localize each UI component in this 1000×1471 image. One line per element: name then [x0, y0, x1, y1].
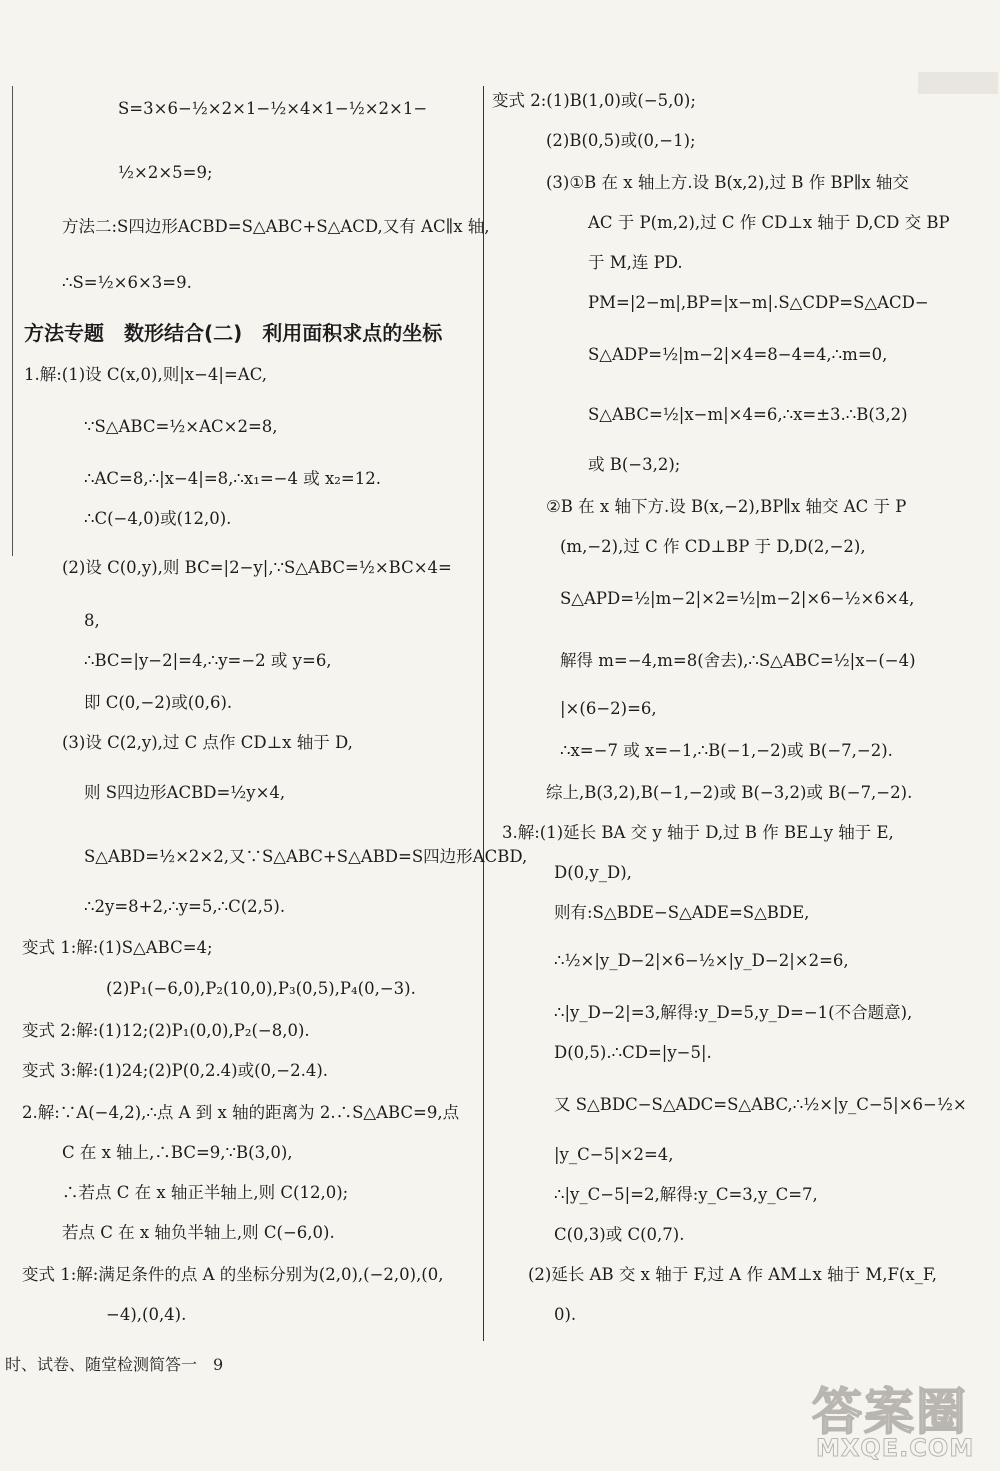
text-line: 变式 1:解:(1)S△ABC=4; — [22, 938, 213, 957]
text-line: ∴BC=|y−2|=4,∴y=−2 或 y=6, — [84, 651, 332, 670]
column-divider — [483, 86, 484, 1341]
text-line: 变式 2:解:(1)12;(2)P₁(0,0),P₂(−8,0). — [22, 1021, 310, 1040]
watermark-logo — [812, 1372, 992, 1464]
section-heading: 方法专题 数形结合(二) 利用面积求点的坐标 — [24, 321, 443, 345]
text-line: ∴S=½×6×3=9. — [62, 273, 192, 292]
text-line: |y_C−5|×2=4, — [554, 1145, 674, 1164]
text-line: ∴|y_C−5|=2,解得:y_C=3,y_C=7, — [554, 1185, 818, 1204]
text-line: 0). — [554, 1305, 577, 1324]
page-footer: 时、试卷、随堂检测简答一 9 — [5, 1355, 224, 1374]
text-line: S=3×6−½×2×1−½×4×1−½×2×1− — [118, 99, 428, 118]
text-line: S△ABC=½|x−m|×4=6,∴x=±3.∴B(3,2) — [588, 405, 908, 424]
text-line: 3.解:(1)延长 BA 交 y 轴于 D,过 B 作 BE⊥y 轴于 E, — [502, 823, 894, 842]
text-line: S△ADP=½|m−2|×4=8−4=4,∴m=0, — [588, 345, 888, 364]
text-line: 或 B(−3,2); — [588, 455, 681, 474]
text-line: −4),(0,4). — [106, 1305, 187, 1324]
text-line: 又 S△BDC−S△ADC=S△ABC,∴½×|y_C−5|×6−½× — [554, 1095, 967, 1114]
text-line: ∴x=−7 或 x=−1,∴B(−1,−2)或 B(−7,−2). — [560, 741, 893, 760]
text-line: ∴AC=8,∴|x−4|=8,∴x₁=−4 或 x₂=12. — [84, 469, 381, 488]
text-line: (m,−2),过 C 作 CD⊥BP 于 D,D(2,−2), — [560, 537, 866, 556]
text-line: 解得 m=−4,m=8(舍去),∴S△ABC=½|x−(−4) — [560, 651, 916, 670]
text-line: S△APD=½|m−2|×2=½|m−2|×6−½×6×4, — [560, 589, 915, 608]
text-line: 方法二:S四边形ACBD=S△ABC+S△ACD,又有 AC∥x 轴, — [62, 217, 490, 236]
text-line: 1.解:(1)设 C(x,0),则|x−4|=AC, — [24, 365, 267, 384]
text-line: 则 S四边形ACBD=½y×4, — [84, 783, 286, 802]
text-line: PM=|2−m|,BP=|x−m|.S△CDP=S△ACD− — [588, 293, 929, 312]
text-line: ∴|y_D−2|=3,解得:y_D=5,y_D=−1(不合题意), — [554, 1003, 913, 1022]
text-line: 变式 1:解:满足条件的点 A 的坐标分别为(2,0),(−2,0),(0, — [22, 1265, 444, 1284]
text-line: (3)①B 在 x 轴上方.设 B(x,2),过 B 作 BP∥x 轴交 — [546, 173, 909, 192]
text-line: D(0,5).∴CD=|y−5|. — [554, 1043, 712, 1062]
text-line: AC 于 P(m,2),过 C 作 CD⊥x 轴于 D,CD 交 BP — [588, 213, 950, 232]
text-line: ½×2×5=9; — [118, 163, 213, 182]
text-line: C 在 x 轴上,∴BC=9,∵B(3,0), — [62, 1143, 293, 1162]
left-margin-line — [12, 86, 13, 556]
text-line: (2)设 C(0,y),则 BC=|2−y|,∵S△ABC=½×BC×4= — [62, 558, 452, 577]
text-line: ∴C(−4,0)或(12,0). — [84, 509, 232, 528]
text-line: 则有:S△BDE−S△ADE=S△BDE, — [554, 903, 810, 922]
text-line: 2.解:∵A(−4,2),∴点 A 到 x 轴的距离为 2.∴S△ABC=9,点 — [22, 1103, 460, 1122]
text-line: 变式 3:解:(1)24;(2)P(0,2.4)或(0,−2.4). — [22, 1061, 329, 1080]
text-line: ∴2y=8+2,∴y=5,∴C(2,5). — [84, 897, 286, 916]
text-line: S△ABD=½×2×2,又∵S△ABC+S△ABD=S四边形ACBD, — [84, 847, 528, 866]
scan-artifact — [918, 72, 998, 94]
text-line: ∴若点 C 在 x 轴正半轴上,则 C(12,0); — [62, 1183, 349, 1202]
text-line: ②B 在 x 轴下方.设 B(x,−2),BP∥x 轴交 AC 于 P — [546, 497, 907, 516]
text-line: D(0,y_D), — [554, 863, 632, 882]
text-line: 于 M,连 PD. — [588, 253, 683, 272]
text-line: 若点 C 在 x 轴负半轴上,则 C(−6,0). — [62, 1223, 335, 1242]
text-line: C(0,3)或 C(0,7). — [554, 1225, 685, 1244]
text-line: ∴½×|y_D−2|×6−½×|y_D−2|×2=6, — [554, 951, 849, 970]
text-line: 8, — [84, 611, 100, 630]
text-line: ∵S△ABC=½×AC×2=8, — [84, 417, 278, 436]
watermark-text: 答案圈 — [812, 1383, 968, 1441]
text-line: 综上,B(3,2),B(−1,−2)或 B(−3,2)或 B(−7,−2). — [546, 783, 913, 802]
watermark-url: MXQE.COM — [816, 1434, 975, 1462]
text-line: (3)设 C(2,y),过 C 点作 CD⊥x 轴于 D, — [62, 733, 353, 752]
text-line: (2)P₁(−6,0),P₂(10,0),P₃(0,5),P₄(0,−3). — [106, 979, 416, 998]
text-line: 即 C(0,−2)或(0,6). — [84, 693, 233, 712]
text-line: (2)B(0,5)或(0,−1); — [546, 131, 696, 150]
text-line: (2)延长 AB 交 x 轴于 F,过 A 作 AM⊥x 轴于 M,F(x_F, — [528, 1265, 938, 1284]
text-line: |×(6−2)=6, — [560, 699, 657, 718]
text-line: 变式 2:(1)B(1,0)或(−5,0); — [492, 91, 696, 110]
